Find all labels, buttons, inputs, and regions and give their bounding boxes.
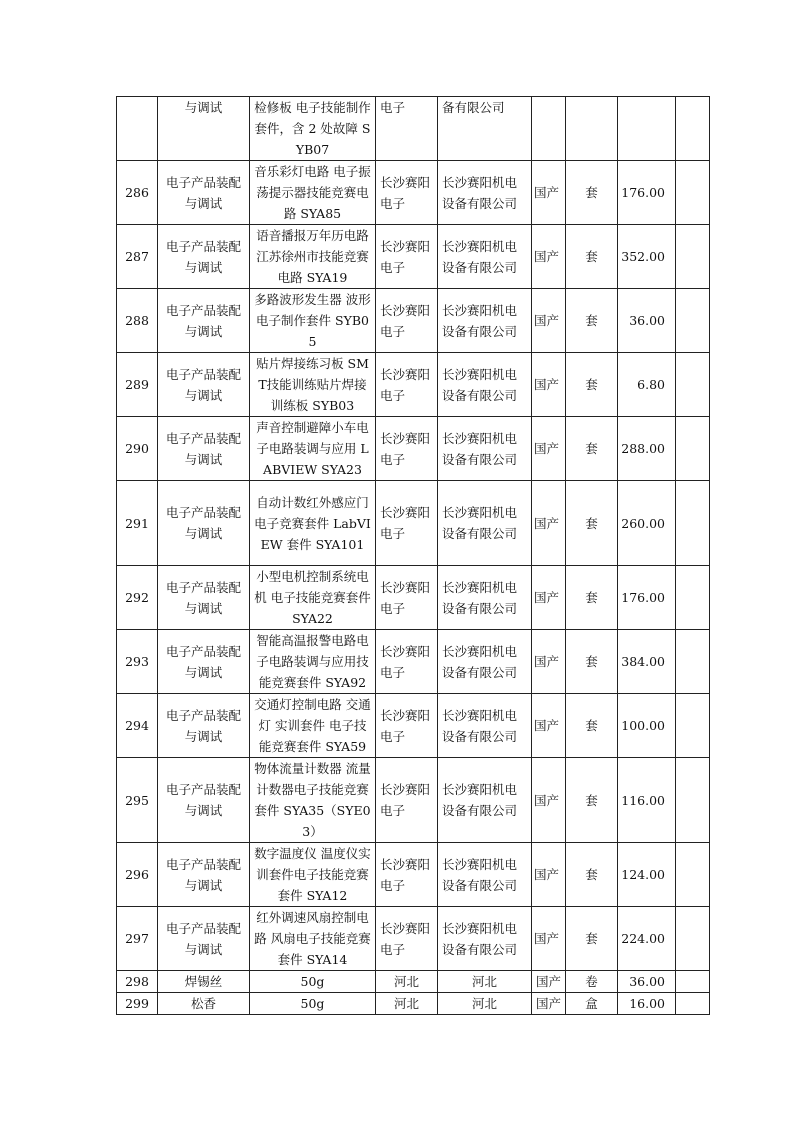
manufacturer-cell: 长沙赛阳电子 <box>376 907 438 971</box>
category-cell: 电子产品装配与调试 <box>158 353 250 417</box>
note-cell <box>676 907 710 971</box>
note-cell <box>676 758 710 843</box>
item-name-cell: 数字温度仪 温度仪实训套件电子技能竞赛套件 SYA12 <box>250 843 376 907</box>
price-cell: 176.00 <box>618 566 676 630</box>
origin-cell: 国产 <box>532 353 566 417</box>
item-name-cell: 小型电机控制系统电机 电子技能竞赛套件 SYA22 <box>250 566 376 630</box>
manufacturer-cell: 长沙赛阳电子 <box>376 161 438 225</box>
unit-cell: 套 <box>566 694 618 758</box>
unit-cell: 套 <box>566 161 618 225</box>
table-row <box>117 993 710 1015</box>
note-cell <box>676 225 710 289</box>
table-body <box>117 97 710 1015</box>
note-cell <box>676 843 710 907</box>
category-cell: 电子产品装配与调试 <box>158 225 250 289</box>
supplier-cell: 长沙赛阳机电设备有限公司 <box>438 630 532 694</box>
item-name-cell: 物体流量计数器 流量 计数器电子技能竞赛套件 SYA35（SYE03） <box>250 758 376 843</box>
category-cell: 电子产品装配与调试 <box>158 630 250 694</box>
supplier-cell: 长沙赛阳机电设备有限公司 <box>438 289 532 353</box>
supplier-cell: 河北 <box>438 993 532 1015</box>
item-name-cell: 声音控制避障小车电子电路装调与应用 LABVIEW SYA23 <box>250 417 376 481</box>
row-number: 289 <box>117 353 158 417</box>
row-number: 299 <box>117 993 158 1015</box>
table-row <box>117 566 710 630</box>
category-cell: 电子产品装配与调试 <box>158 907 250 971</box>
note-cell <box>676 97 710 161</box>
price-cell: 116.00 <box>618 758 676 843</box>
price-cell: 36.00 <box>618 971 676 993</box>
manufacturer-cell: 河北 <box>376 993 438 1015</box>
item-name-cell: 交通灯控制电路 交通灯 实训套件 电子技能竞赛套件 SYA59 <box>250 694 376 758</box>
row-number: 288 <box>117 289 158 353</box>
unit-cell: 套 <box>566 353 618 417</box>
manufacturer-cell: 河北 <box>376 971 438 993</box>
note-cell <box>676 630 710 694</box>
supplier-cell: 长沙赛阳机电设备有限公司 <box>438 225 532 289</box>
category-cell: 电子产品装配与调试 <box>158 694 250 758</box>
note-cell <box>676 566 710 630</box>
supplier-cell: 河北 <box>438 971 532 993</box>
manufacturer-cell: 长沙赛阳电子 <box>376 225 438 289</box>
price-cell: 288.00 <box>618 417 676 481</box>
origin-cell: 国产 <box>532 694 566 758</box>
table-row <box>117 694 710 758</box>
row-number: 286 <box>117 161 158 225</box>
item-name-cell: 语音播报万年历电路江苏徐州市技能竞赛电路 SYA19 <box>250 225 376 289</box>
table-row <box>117 481 710 566</box>
note-cell <box>676 417 710 481</box>
category-cell: 松香 <box>158 993 250 1015</box>
price-cell: 384.00 <box>618 630 676 694</box>
unit-cell: 套 <box>566 566 618 630</box>
price-cell <box>618 97 676 161</box>
row-number: 291 <box>117 481 158 566</box>
origin-cell: 国产 <box>532 971 566 993</box>
category-cell: 电子产品装配与调试 <box>158 481 250 566</box>
origin-cell: 国产 <box>532 993 566 1015</box>
note-cell <box>676 993 710 1015</box>
supplier-cell: 长沙赛阳机电设备有限公司 <box>438 694 532 758</box>
row-number: 287 <box>117 225 158 289</box>
origin-cell: 国产 <box>532 225 566 289</box>
row-number: 296 <box>117 843 158 907</box>
row-number: 290 <box>117 417 158 481</box>
table-row <box>117 907 710 971</box>
table-row <box>117 971 710 993</box>
item-name-cell: 自动计数红外感应门电子竞赛套件 LabVIEW 套件 SYA101 <box>250 481 376 566</box>
manufacturer-cell: 长沙赛阳电子 <box>376 843 438 907</box>
row-number: 295 <box>117 758 158 843</box>
note-cell <box>676 481 710 566</box>
row-number: 298 <box>117 971 158 993</box>
item-name-cell: 多路波形发生器 波形 电子制作套件 SYB05 <box>250 289 376 353</box>
category-cell: 焊锡丝 <box>158 971 250 993</box>
table-row <box>117 353 710 417</box>
origin-cell: 国产 <box>532 161 566 225</box>
row-number: 297 <box>117 907 158 971</box>
unit-cell: 套 <box>566 481 618 566</box>
manufacturer-cell: 长沙赛阳电子 <box>376 630 438 694</box>
price-cell: 100.00 <box>618 694 676 758</box>
row-number: 293 <box>117 630 158 694</box>
item-name-cell: 50g <box>250 971 376 993</box>
manufacturer-cell: 电子 <box>376 97 438 161</box>
table-row <box>117 225 710 289</box>
manufacturer-cell: 长沙赛阳电子 <box>376 417 438 481</box>
note-cell <box>676 161 710 225</box>
note-cell <box>676 971 710 993</box>
unit-cell: 套 <box>566 417 618 481</box>
note-cell <box>676 353 710 417</box>
item-name-cell: 红外调速风扇控制电路 风扇电子技能竞赛套件 SYA14 <box>250 907 376 971</box>
supplier-cell: 长沙赛阳机电设备有限公司 <box>438 843 532 907</box>
item-name-cell: 贴片焊接练习板 SMT技能训练贴片焊接训练板 SYB03 <box>250 353 376 417</box>
unit-cell: 盒 <box>566 993 618 1015</box>
origin-cell: 国产 <box>532 417 566 481</box>
supplier-cell: 长沙赛阳机电设备有限公司 <box>438 566 532 630</box>
origin-cell: 国产 <box>532 481 566 566</box>
table-row <box>117 161 710 225</box>
table-row <box>117 758 710 843</box>
manufacturer-cell: 长沙赛阳电子 <box>376 353 438 417</box>
manufacturer-cell: 长沙赛阳电子 <box>376 566 438 630</box>
unit-cell: 套 <box>566 630 618 694</box>
origin-cell: 国产 <box>532 758 566 843</box>
supplier-cell: 长沙赛阳机电设备有限公司 <box>438 907 532 971</box>
item-name-cell: 智能高温报警电路电子电路装调与应用技能竞赛套件 SYA92 <box>250 630 376 694</box>
unit-cell: 套 <box>566 289 618 353</box>
table-row <box>117 843 710 907</box>
origin-cell: 国产 <box>532 907 566 971</box>
supplier-cell: 长沙赛阳机电设备有限公司 <box>438 481 532 566</box>
category-cell: 电子产品装配与调试 <box>158 289 250 353</box>
equipment-price-table <box>116 96 710 1015</box>
supplier-cell: 长沙赛阳机电设备有限公司 <box>438 353 532 417</box>
table-row <box>117 289 710 353</box>
category-cell: 电子产品装配与调试 <box>158 843 250 907</box>
item-name-cell: 50g <box>250 993 376 1015</box>
price-cell: 6.80 <box>618 353 676 417</box>
category-cell: 电子产品装配与调试 <box>158 566 250 630</box>
origin-cell: 国产 <box>532 843 566 907</box>
supplier-cell: 长沙赛阳机电设备有限公司 <box>438 161 532 225</box>
manufacturer-cell: 长沙赛阳电子 <box>376 758 438 843</box>
category-cell: 与调试 <box>158 97 250 161</box>
unit-cell: 套 <box>566 758 618 843</box>
row-number: 292 <box>117 566 158 630</box>
table-row <box>117 630 710 694</box>
price-cell: 36.00 <box>618 289 676 353</box>
category-cell: 电子产品装配与调试 <box>158 758 250 843</box>
unit-cell: 套 <box>566 907 618 971</box>
row-number: 294 <box>117 694 158 758</box>
category-cell: 电子产品装配与调试 <box>158 417 250 481</box>
price-cell: 176.00 <box>618 161 676 225</box>
supplier-cell: 长沙赛阳机电设备有限公司 <box>438 417 532 481</box>
item-name-cell: 音乐彩灯电路 电子振荡提示器技能竞赛电路 SYA85 <box>250 161 376 225</box>
origin-cell: 国产 <box>532 289 566 353</box>
table-row <box>117 417 710 481</box>
supplier-cell: 长沙赛阳机电设备有限公司 <box>438 758 532 843</box>
price-cell: 16.00 <box>618 993 676 1015</box>
unit-cell <box>566 97 618 161</box>
row-number <box>117 97 158 161</box>
manufacturer-cell: 长沙赛阳电子 <box>376 481 438 566</box>
price-cell: 352.00 <box>618 225 676 289</box>
category-cell: 电子产品装配与调试 <box>158 161 250 225</box>
price-cell: 224.00 <box>618 907 676 971</box>
table-row <box>117 97 710 161</box>
origin-cell <box>532 97 566 161</box>
manufacturer-cell: 长沙赛阳电子 <box>376 694 438 758</box>
unit-cell: 套 <box>566 843 618 907</box>
price-cell: 260.00 <box>618 481 676 566</box>
unit-cell: 套 <box>566 225 618 289</box>
item-name-cell: 检修板 电子技能制作套件，含 2 处故障 SYB07 <box>250 97 376 161</box>
manufacturer-cell: 长沙赛阳电子 <box>376 289 438 353</box>
note-cell <box>676 289 710 353</box>
note-cell <box>676 694 710 758</box>
supplier-cell: 备有限公司 <box>438 97 532 161</box>
origin-cell: 国产 <box>532 566 566 630</box>
price-cell: 124.00 <box>618 843 676 907</box>
unit-cell: 卷 <box>566 971 618 993</box>
origin-cell: 国产 <box>532 630 566 694</box>
